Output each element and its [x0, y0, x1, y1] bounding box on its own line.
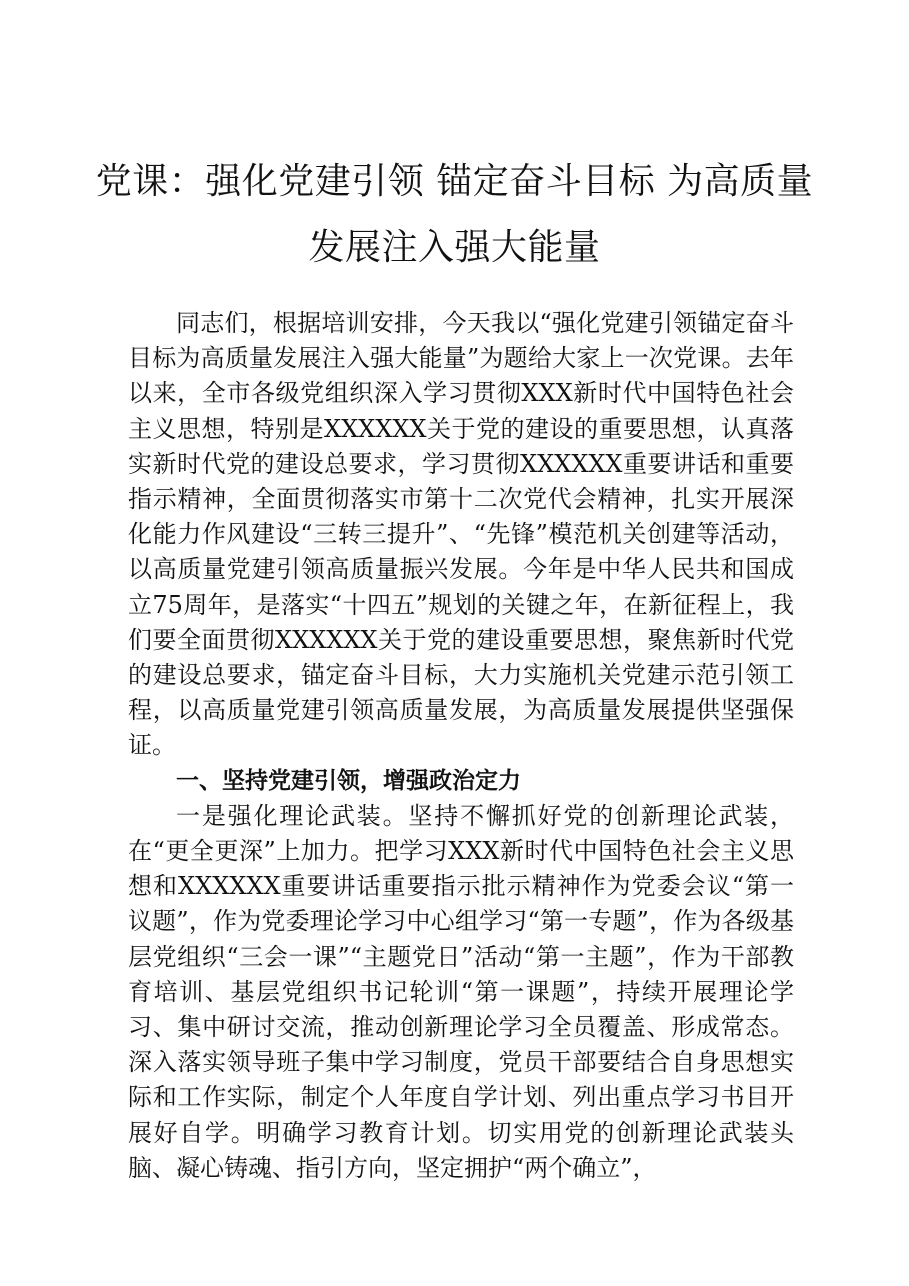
intro-paragraph: 同志们，根据培训安排，今天我以“强化党建引领锚定奋斗目标为高质量发展注入强大能量”为题给大家上一次党课。去年以来，全市各级党组织深入学习贯彻XXX新时代中国特色社会主义思想，特别是XXXXXX关于党的建设的重要思想，认真落实新时代党的建设总要求，学习贯彻XXXXXX重要讲话和重要指示精神，全面贯彻落实市第十二次党代会精神，扎实开展深化能力作风建设“三转三提升”、“先锋”模范机关创建等活动，以高质量党建引领高质量振兴发展。今年是中华人民共和国成立75周年，是落实“十四五”规划的关键之年，在新征程上，我们要全面贯彻XXXXXX关于党的建设重要思想，聚焦新时代党的建设总要求，锚定奋斗目标，大力实施机关党建示范引领工程，以高质量党建引领高质量发展，为高质量发展提供坚强保证。 [128, 309, 794, 760]
document-title-line-1: 党课：强化党建引领 锚定奋斗目标 为高质量 [95, 161, 814, 202]
document-title-line-2: 发展注入强大能量 [308, 227, 601, 268]
section-1-paragraph-1: 一是强化理论武装。坚持不懈抓好党的创新理论武装，在“更全更深”上加力。把学习XXX新时代中国特色社会主义思想和XXXXXX重要讲话重要指示批示精神作为党委会议“第一议题”，作为党委理论学习中心组学习“第一专题”，作为各级基层党组织“三会一课”“主题党日”活动“第一主题”，作为干部教育培训、基层党组织书记轮训“第一课题”，持续开展理论学习、集中研讨交流，推动创新理论学习全员覆盖、形成常态。深入落实领导班子集中学习制度，党员干部要结合自身思想实际和工作实际，制定个人年度自学计划、列出重点学习书目开展好自学。明确学习教育计划。切实用党的创新理论武装头脑、凝心铸魂、指引方向，坚定拥护“两个确立”， [128, 801, 794, 1182]
section-heading-1: 一、坚持党建引领，增强政治定力 [176, 767, 521, 794]
document-body [128, 306, 794, 1186]
